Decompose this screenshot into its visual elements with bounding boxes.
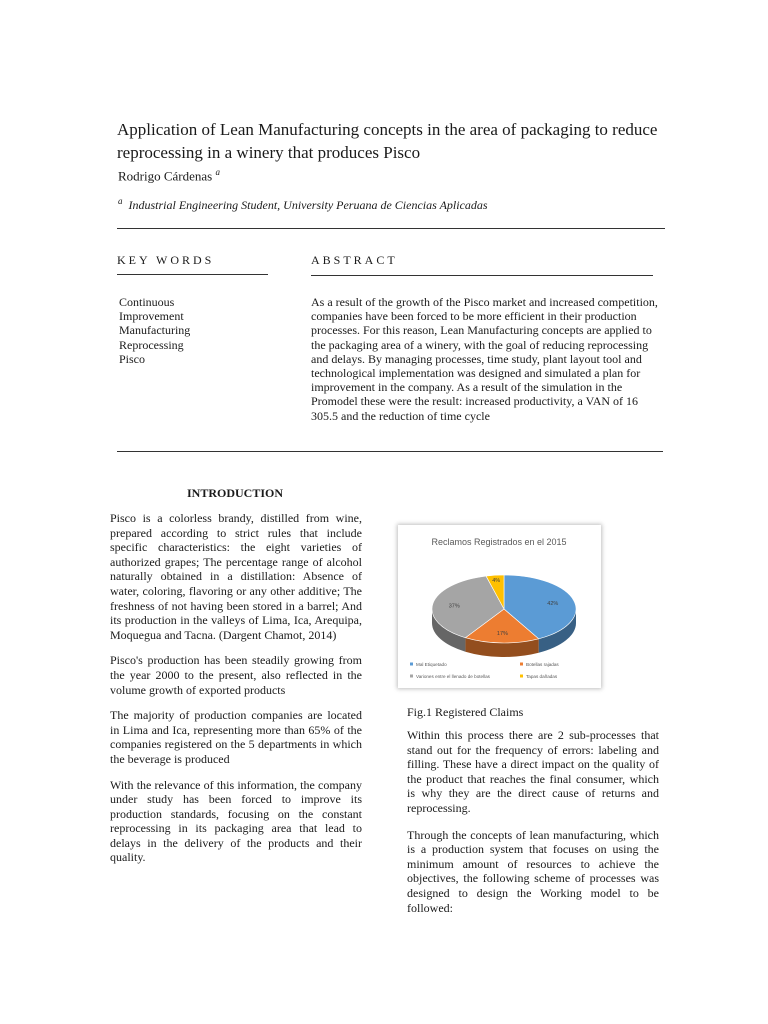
keywords-heading: KEY WORDS: [117, 253, 215, 267]
keywords-heading-rule: [117, 274, 268, 275]
abstract-text: As a result of the growth of the Pisco market and increased competition, companies have been forced to be more efficient in their production processes. For this reason, Lean Manufacturing concepts are applied to the packaging area of a winery, with the goal of reducing reprocessing and delays. By managing processes, time study, plant layout tool and technological implementation was designed and simulated a plan for improvement in the company. As a result of the simulation in the Promodel these were the result: increased productivity, a VAN of 16 305.5 and the reduction of time cycle: [311, 295, 658, 423]
keyword-item: Improvement: [119, 309, 184, 324]
pie-data-label: 4%: [492, 577, 501, 584]
abstract-heading-rule: [311, 275, 653, 276]
intro-paragraph: Pisco's production has been steadily growing from the year 2000 to the present, also reflected in the volume growth of exported products: [110, 653, 362, 697]
keyword-item: Continuous: [119, 295, 175, 309]
legend-label: Botellas rajadas: [526, 662, 559, 667]
header-rule: [117, 228, 665, 229]
keyword-item: Manufacturing: [119, 323, 191, 338]
legend-label: Variones entre el llenado de botellas: [416, 674, 490, 679]
chart-title: Reclamos Registrados en el 2015: [431, 537, 567, 547]
introduction-heading: INTRODUCTION: [186, 486, 283, 500]
body-paragraph: Within this process there are 2 sub-processes that stand out for the frequency of errors: labeling and filling. These have a direct impact on the quality of the product that reaches the final consumer, which is why they are the direct cause of returns and reprocessing.: [407, 728, 659, 815]
keywords-list: [119, 295, 190, 366]
intro-paragraph: The majority of production companies are located in Lima and Ica, representing more than 65% of the companies registered on the 5 departments in which the beverage is produced: [110, 708, 362, 766]
affiliation-mark: a: [118, 196, 123, 206]
legend-label: Mal Etiquetado: [416, 662, 447, 667]
pie-data-label: 42%: [547, 601, 559, 608]
legend-swatch: [520, 663, 523, 666]
keyword-item: Pisco: [119, 351, 146, 366]
pie-data-label: 37%: [448, 603, 460, 610]
affiliation-text: Industrial Engineering Student, University Peruana de Ciencias Aplicadas: [128, 198, 488, 212]
claims-pie-chart: [398, 525, 601, 688]
legend-label: Tapas dañadas: [526, 674, 558, 679]
figure-caption: Fig.1 Registered Claims: [407, 705, 524, 719]
intro-paragraph: With the relevance of this information, the company under study has been forced to improve its production standards, focusing on the constant reprocessing in its packaging area that lead to delays in the delivery of the products and their quality.: [110, 777, 362, 865]
affiliation: [118, 196, 488, 213]
abstract-bottom-rule: [117, 451, 663, 452]
author-mark: a: [215, 167, 220, 177]
pie-chart-svg: [398, 525, 601, 688]
intro-column-left: [110, 511, 362, 865]
legend-swatch: [520, 675, 523, 678]
paper-title: Application of Lean Manufacturing concepts in the area of packaging to reduce reprocessing in a winery that produces Pisco: [117, 120, 658, 162]
abstract-heading: ABSTRACT: [311, 253, 398, 267]
legend-swatch: [410, 663, 413, 666]
author-name-text: Rodrigo Cárdenas: [118, 168, 213, 184]
body-paragraph: Through the concepts of lean manufacturing, which is a production system that focuses on using the minimum amount of resources to achieve the objectives, the following scheme of processes was designed to design the Working model to be followed:: [407, 827, 659, 915]
keyword-item: Reprocessing: [119, 337, 184, 352]
intro-paragraph: Pisco is a colorless brandy, distilled from wine, prepared according to strict rules that include specific characteristics: the eight varieties of authorized grapes; The percentage range of alcohol naturally obtained in a distillation: Absence of water, coloring, flavoring or any other additive; The freshness of not having been stored in a barrel; And its production in the valleys of Lima, Ica, Arequipa, Moquegua and Tacna. (Dargent Chamot, 2014): [110, 511, 362, 642]
intro-column-right: [407, 728, 659, 915]
pie-data-label: 17%: [496, 630, 508, 637]
author-name: [118, 167, 220, 184]
legend-swatch: [410, 675, 413, 678]
